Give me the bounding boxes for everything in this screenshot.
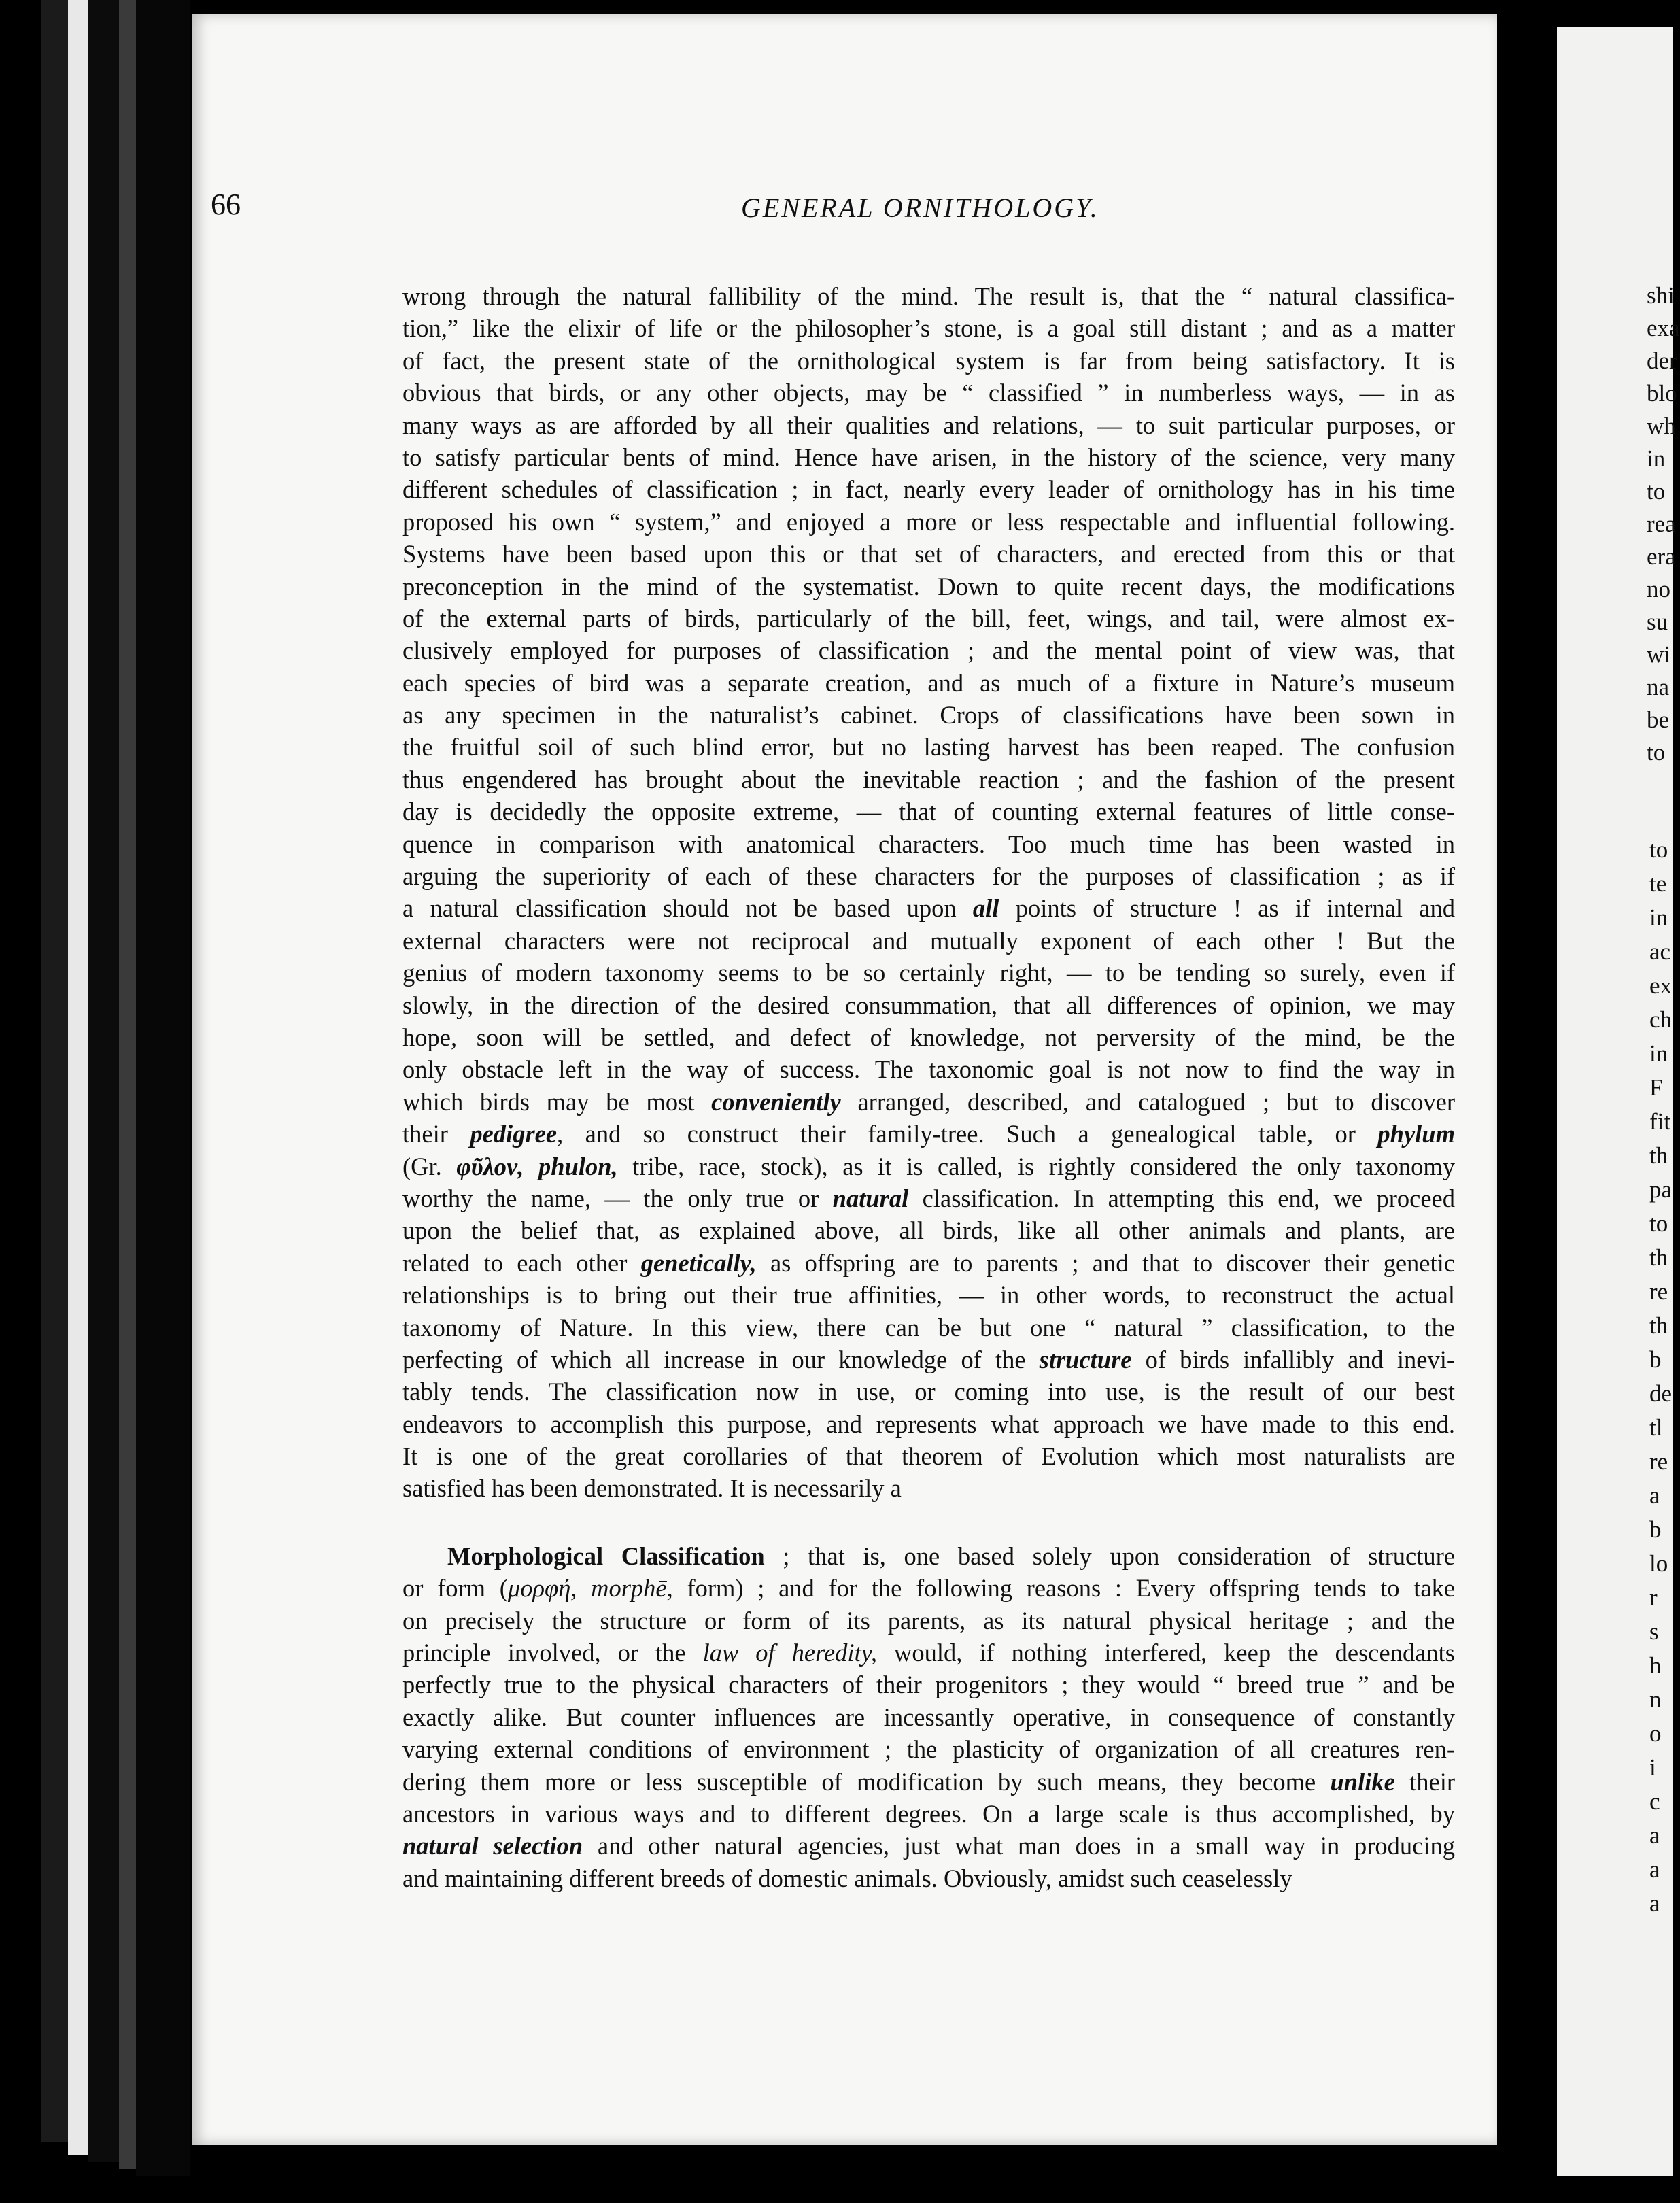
emphasis-text: all <box>972 894 999 923</box>
adjacent-text-fragment: na <box>1647 674 1670 700</box>
emphasis-text: φῦλον, phulon, <box>456 1152 618 1180</box>
adjacent-text-fragment: th <box>1649 1312 1668 1339</box>
emphasis-text: pedigree <box>470 1120 558 1148</box>
book-edge <box>136 0 190 2176</box>
text-line: thus engendered has brought about the inevitable reaction ; and the fashion of the present <box>402 765 1455 793</box>
adjacent-text-fragment: no <box>1647 576 1670 602</box>
text-line: exactly alike. But counter influences are incessantly operative, in consequence of constantly <box>402 1703 1455 1731</box>
text-line: many ways as are afforded by all their qualities and relations, — to suit particular purposes, or <box>402 411 1455 439</box>
text-line: principle involved, or the law of heredity, would, if nothing interfered, keep the descendants <box>402 1639 1455 1667</box>
text-line: obvious that birds, or any other objects, may be “ classified ” in numberless ways, — in as <box>402 379 1455 407</box>
text-line: each species of bird was a separate creation, and as much of a fixture in Nature’s museum <box>402 668 1455 697</box>
text-line: or form (μορφή, morphē, form) ; and for the following reasons : Every offspring tends to take <box>402 1574 1455 1603</box>
adjacent-text-fragment: in <box>1649 904 1668 931</box>
adjacent-text-fragment: ex <box>1649 972 1673 999</box>
book-edge <box>68 0 88 2155</box>
emphasis-text: genetically, <box>640 1248 757 1277</box>
text-line: relationships is to bring out their true affinities, — in other words, to reconstruct the actual <box>402 1281 1455 1310</box>
text-line: preconception in the mind of the systematist. Down to quite recent days, the modifications <box>402 572 1455 600</box>
text-line: ancestors in various ways and to different degrees. On a large scale is thus accomplished, by <box>402 1799 1455 1828</box>
adjacent-text-fragment: a <box>1649 1890 1660 1917</box>
text-line: tion,” like the elixir of life or the philosopher’s stone, is a goal still distant ; and as a matter <box>402 314 1455 343</box>
adjacent-text-fragment: blo <box>1647 380 1677 407</box>
emphasis-text: unlike <box>1330 1767 1395 1796</box>
emphasis-text: law of heredity, <box>702 1639 878 1667</box>
adjacent-text-fragment: re <box>1649 1278 1668 1305</box>
text-line: It is one of the great corollaries of that theorem of Evolution which most naturalists are <box>402 1442 1455 1471</box>
text-line: satisfied has been demonstrated. It is necessarily a <box>402 1474 902 1503</box>
text-line: their pedigree, and so construct their family-tree. Such a genealogical table, or phylum <box>402 1120 1455 1148</box>
emphasis-text: conveniently <box>711 1087 841 1116</box>
text-line: endeavors to accomplish this purpose, and represents what approach we have made to this end. <box>402 1410 1455 1438</box>
adjacent-text-fragment: ac <box>1649 938 1671 965</box>
book-edge <box>41 0 68 2142</box>
text-line: external characters were not reciprocal and mutually exponent of each other ! But the <box>402 926 1455 955</box>
text-line: varying external conditions of environment ; the plasticity of organization of all creatures ren- <box>402 1735 1455 1764</box>
text-line: dering them more or less susceptible of modification by such means, they become unlike their <box>402 1767 1455 1796</box>
text-line: only obstacle left in the way of success. The taxonomic goal is not now to find the way in <box>402 1055 1455 1084</box>
body-text <box>402 280 1455 1894</box>
adjacent-text-fragment: to <box>1647 478 1666 505</box>
book-edge <box>119 0 136 2169</box>
adjacent-text-fragment: pa <box>1649 1176 1673 1203</box>
adjacent-text-fragment: exa <box>1647 315 1680 341</box>
adjacent-text-fragment: to <box>1649 836 1668 863</box>
text-line: Morphological Classification ; that is, one based solely upon consideration of structure <box>447 1541 1456 1570</box>
text-line: clusively employed for purposes of classification ; and the mental point of view was, that <box>402 636 1455 665</box>
adjacent-text-fragment: o <box>1649 1720 1662 1747</box>
text-line: wrong through the natural fallibility of the mind. The result is, that the “ natural classifica- <box>402 282 1455 310</box>
text-line: different schedules of classification ; in fact, nearly every leader of ornithology has in his time <box>402 475 1455 504</box>
text-line: hope, soon will be settled, and defect of knowledge, not perversity of the mind, be the <box>402 1023 1455 1051</box>
text-line: day is decidedly the opposite extreme, — that of counting external features of little conse- <box>402 798 1455 826</box>
adjacent-text-fragment: in <box>1647 445 1666 472</box>
adjacent-text-fragment: h <box>1649 1652 1662 1679</box>
adjacent-text-fragment: a <box>1649 1482 1660 1509</box>
running-head: GENERAL ORNITHOLOGY. <box>741 192 1099 223</box>
paragraph <box>402 1540 1455 1894</box>
emphasis-text: structure <box>1039 1345 1132 1373</box>
adjacent-text-fragment: wh <box>1647 413 1676 439</box>
text-line: worthy the name, — the only true or natural classification. In attempting this end, we proceed <box>402 1184 1455 1212</box>
adjacent-text-fragment: wi <box>1647 641 1670 668</box>
text-line: tably tends. The classification now in use, or coming into use, is the result of our best <box>402 1378 1455 1406</box>
adjacent-text-fragment: der <box>1647 347 1677 374</box>
text-line: arguing the superiority of each of these characters for the purposes of classification ; as if <box>402 862 1455 891</box>
text-line: which birds may be most conveniently arranged, described, and catalogued ; but to discover <box>402 1087 1455 1116</box>
text-line: perfecting of which all increase in our knowledge of the structure of birds infallibly and inevi- <box>402 1345 1455 1373</box>
emphasis-text: phylum <box>1377 1120 1455 1148</box>
adjacent-text-fragment: rea <box>1647 511 1676 537</box>
adjacent-text-fragment: th <box>1649 1244 1668 1271</box>
adjacent-text-fragment: s <box>1649 1618 1659 1645</box>
adjacent-text-fragment: to <box>1649 1210 1668 1237</box>
adjacent-text-fragment: a <box>1649 1822 1660 1849</box>
text-line: proposed his own “ system,” and enjoyed a more or less respectable and influential following. <box>402 507 1455 536</box>
adjacent-text-fragment: r <box>1649 1584 1658 1611</box>
text-line: upon the belief that, as explained above, all birds, like all other animals and plants, are <box>402 1216 1455 1245</box>
adjacent-page-fragment <box>1557 27 1680 2176</box>
text-line: taxonomy of Nature. In this view, there can be but one “ natural ” classification, to the <box>402 1313 1455 1342</box>
text-line: quence in comparison with anatomical characters. Too much time has been wasted in <box>402 830 1455 858</box>
adjacent-text-fragment: i <box>1649 1754 1656 1781</box>
text-line: as any specimen in the naturalist’s cabinet. Crops of classifications have been sown in <box>402 701 1455 730</box>
adjacent-text-fragment: F <box>1649 1074 1663 1101</box>
adjacent-text-fragment: ch <box>1649 1006 1673 1033</box>
adjacent-text-fragment: era <box>1647 543 1676 570</box>
adjacent-text-fragment: te <box>1649 870 1667 897</box>
adjacent-text-fragment: re <box>1649 1448 1668 1475</box>
adjacent-text-fragment: in <box>1649 1040 1668 1067</box>
adjacent-text-fragment: n <box>1649 1686 1662 1713</box>
adjacent-text-fragment: b <box>1649 1346 1662 1373</box>
adjacent-text-fragment: be <box>1647 706 1670 733</box>
adjacent-text-fragment: lo <box>1649 1550 1668 1577</box>
text-line: genius of modern taxonomy seems to be so certainly right, — to be tending so surely, even if <box>402 959 1455 987</box>
text-line: natural selection and other natural agencies, just what man does in a small way in producing <box>402 1832 1455 1860</box>
text-line: on precisely the structure or form of its parents, as its natural physical heritage ; and the <box>402 1606 1455 1635</box>
text-line: perfectly true to the physical characters of their progenitors ; they would “ breed true ” and be <box>402 1671 1455 1699</box>
text-line: to satisfy particular bents of mind. Hence have arisen, in the history of the science, very many <box>402 443 1455 471</box>
adjacent-text-fragment: su <box>1647 609 1668 635</box>
text-line: (Gr. φῦλον, phulon, tribe, race, stock), as it is called, is rightly considered the only taxonomy <box>402 1152 1456 1180</box>
text-line: a natural classification should not be based upon all points of structure ! as if internal and <box>402 894 1456 923</box>
book-edge <box>88 0 119 2162</box>
adjacent-text-fragment: shi <box>1647 282 1675 309</box>
adjacent-text-fragment: th <box>1649 1142 1668 1169</box>
adjacent-text-fragment: a <box>1649 1856 1660 1883</box>
text-line: slowly, in the direction of the desired consummation, that all differences of opinion, we may <box>402 991 1455 1019</box>
paragraph <box>402 280 1455 1505</box>
adjacent-text-fragment: b <box>1649 1516 1662 1543</box>
adjacent-text-fragment: tl <box>1649 1414 1663 1441</box>
text-line: and maintaining different breeds of domestic animals. Obviously, amidst such ceaselessly <box>402 1864 1292 1892</box>
text-line: Systems have been based upon this or that set of characters, and erected from this or that <box>402 540 1455 568</box>
text-line: the fruitful soil of such blind error, but no lasting harvest has been reaped. The confusion <box>402 733 1455 762</box>
adjacent-text-fragment: c <box>1649 1788 1660 1815</box>
emphasis-text: natural selection <box>402 1832 583 1860</box>
adjacent-text-fragment: to <box>1647 739 1666 766</box>
adjacent-text-fragment: de <box>1649 1380 1673 1407</box>
text-line: of the external parts of birds, particularly of the bill, feet, wings, and tail, were almost ex- <box>402 604 1455 632</box>
emphasis-text: Morphological Classification <box>447 1541 765 1570</box>
page-number: 66 <box>211 188 241 221</box>
adjacent-text-fragment: fit <box>1649 1108 1671 1135</box>
text-line: of fact, the present state of the ornithological system is far from being satisfactory. It is <box>402 346 1455 375</box>
emphasis-text: μορφή, morphē, <box>507 1574 673 1603</box>
emphasis-text: natural <box>832 1184 909 1212</box>
text-line: related to each other genetically, as offspring are to parents ; and that to discover their genetic <box>402 1248 1455 1277</box>
